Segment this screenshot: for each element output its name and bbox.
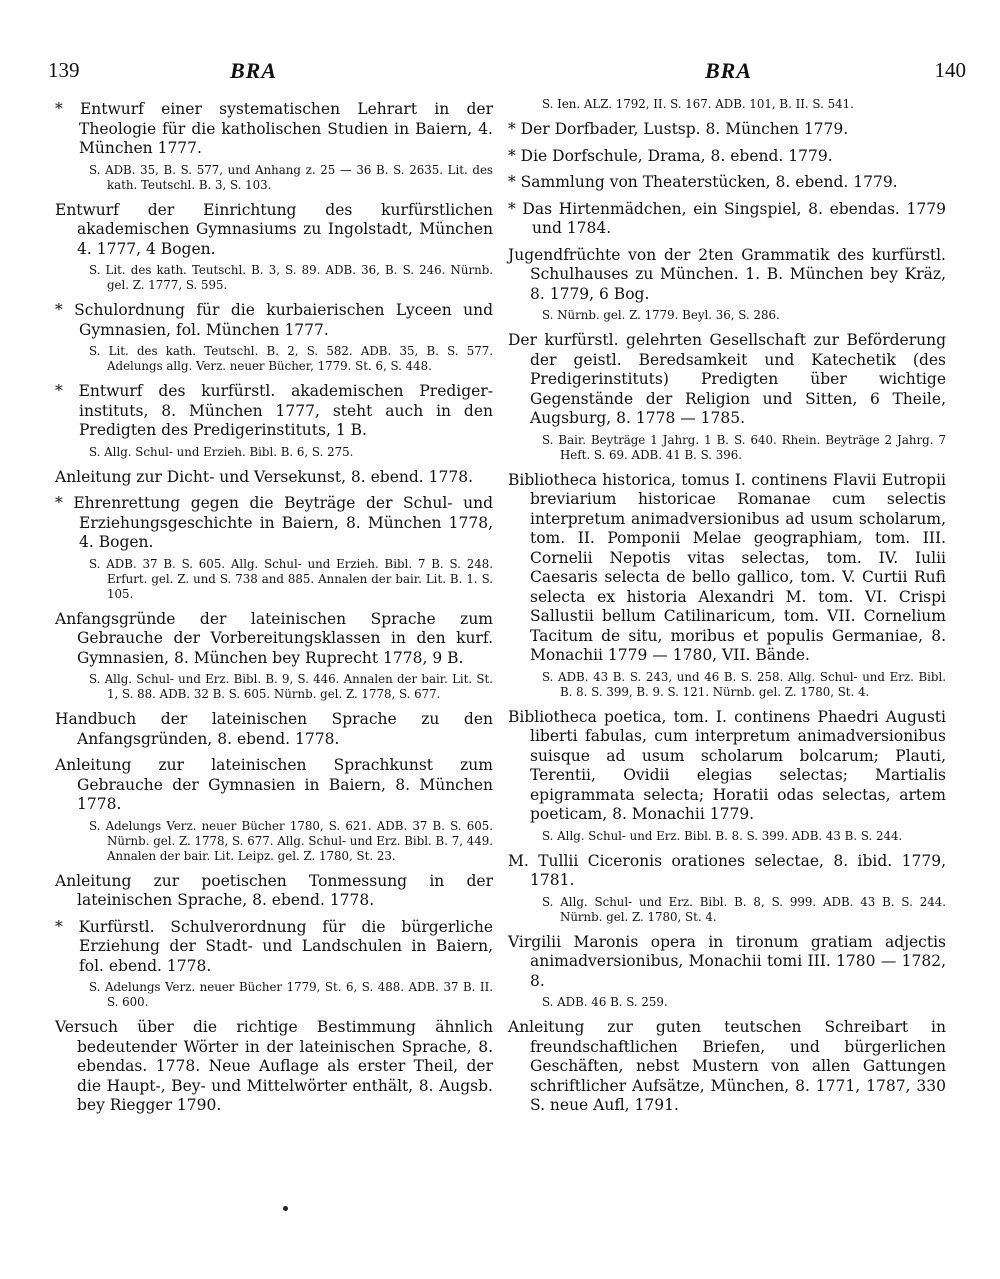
catalog-entry: Handbuch der lateinischen Sprache zu den Anfangsgründen, 8. ebend. 1778. [55,710,493,748]
running-title-left: BRA [230,58,278,83]
bibliographic-reference: S. Allg. Schul- und Erz. Bibl. B. 9, S. 446. Annalen der bair. Lit. St. 1, S. 88. ADB. 32 B. S. 605. Nürnb. gel. Z. 1778, S. 677. [89,672,493,701]
catalog-entry: Bibliotheca poetica, tom. I. continens Phaedri Augusti liberti fabulas, cum interpretum animadversionibus suisque ad usum scholarum bolcarum; Plauti, Terentii, Ovidii elegias selectas; Martialis epigrammata selecta; Horatii odas selectas, artem poeticam, 8. Monachii 1779. [508,707,946,823]
catalog-entry: Jugendfrüchte von der 2ten Grammatik des kurfürstl. Schulhauses zu München. 1. B. München bey Kräz, 8. 1779, 6 Bog. [508,245,946,303]
catalog-entry: Der kurfürstl. gelehrten Gesellschaft zur Beförderung der geistl. Beredsamkeit und Katechetik (des Predigerinstituts) Predigten über wichtige Gegenstände der Religion und Sitten, 6 Theile, Augsburg, 8. 1778 — 1785. [508,331,946,427]
bibliographic-reference: S. Lit. des kath. Teutschl. B. 2, S. 582. ADB. 35, B. S. 577. Adelungs allg. Verz. neuer Bücher, 1779. St. 6, S. 448. [89,344,493,373]
bibliographic-reference: S. Nürnb. gel. Z. 1779. Beyl. 36, S. 286. [542,308,780,322]
bibliographic-reference: S. Adelungs Verz. neuer Bücher 1780, S. 621. ADB. 37 B. S. 605. Nürnb. gel. Z. 1778, S. 677. Allg. Schul- und Erz. Bibl. B. 7, 449. Annalen der bair. Lit. Leipz. gel. Z. 1780, St. 23. [89,818,493,863]
right-column [508,97,946,1123]
catalog-entry: * Schulordnung für die kurbaierischen Lyceen und Gymnasien, fol. München 1777. [55,301,493,339]
bibliographic-reference: S. Adelungs Verz. neuer Bücher 1779, St. 6, S. 488. ADB. 37 B. II. S. 600. [89,980,493,1009]
catalog-entry: * Ehrenrettung gegen die Beyträge der Schul- und Erziehungsgeschichte in Baiern, 8. München 1778, 4. Bogen. [55,494,493,551]
page-header [40,58,970,90]
catalog-entry: * Kurfürstl. Schulverordnung für die bürgerliche Erziehung der Stadt- und Landschulen in Baiern, fol. ebend. 1778. [55,917,493,975]
catalog-entry: * Sammlung von Theaterstücken, 8. ebend. 1779. [508,173,898,191]
bibliographic-reference: S. ADB. 35, B. S. 577, und Anhang z. 25 — 36 B. S. 2635. Lit. des kath. Teutschl. B. 3, S. 103. [89,162,493,192]
catalog-entry: * Entwurf des kurfürstl. akademischen Prediger-instituts, 8. München 1777, steht auch in den Predigten des Predigerinstituts, 1 B. [55,382,493,439]
bibliographic-reference: S. ADB. 37 B. S. 605. Allg. Schul- und Erzieh. Bibl. 7 B. S. 248. Erfurt. gel. Z. und S. 738 and 885. Annalen der bair. Lit. B. 1. S. 105. [89,556,493,601]
catalog-entry: * Entwurf einer systematischen Lehrart in der Theologie für die katholischen Studien in Baiern, 4. München 1777. [55,100,493,157]
catalog-entry: Bibliotheca historica, tomus I. continens Flavii Eutropii breviarium historicae Romanae cum selectis interpretum animadversionibus ad usum scholarum, tom. II. Pomponii Melae geographiam, tom. III. Cornelii Nepotis vitas selectas, tom. IV. Iulii Caesaris selecta de bello gallico, tom. V. Curtii Rufi selecta ex historia Alexandri M. tom. VI. Crispi Sallustii bellum Catilinaricum, tom. VII. Cornelium Tacitum de situ, moribus et populis Germaniae, 8. Monachii 1779 — 1780, VII. Bände. [508,470,946,664]
catalog-entry: * Die Dorfschule, Drama, 8. ebend. 1779. [508,146,833,165]
catalog-entry: Virgilii Maronis opera in tironum gratiam adjectis animadversionibus, Monachii tomi III. 1780 — 1782, 8. [508,932,946,990]
bibliographic-reference: S. Bair. Beyträge 1 Jahrg. 1 B. S. 640. Rhein. Beyträge 2 Jahrg. 7 Heft. S. 69. ADB. 41 B. S. 396. [542,432,946,462]
catalog-entry: * Der Dorfbader, Lustsp. 8. München 1779. [508,120,849,138]
bibliographic-reference: S. Ien. ALZ. 1792, II. S. 167. ADB. 101, B. II. S. 541. [542,97,854,111]
bibliographic-reference: S. Allg. Schul- und Erz. Bibl. B. 8, S. 999. ADB. 43 B. S. 244. Nürnb. gel. Z. 1780, St. 4. [542,894,946,924]
catalog-entry: Anfangsgründe der lateinischen Sprache zum Gebrauche der Vorbereitungsklassen in den kurf. Gymnasien, 8. München bey Ruprecht 1778, 9 B. [55,609,493,667]
catalog-entry: Anleitung zur lateinischen Sprachkunst zum Gebrauche der Gymnasien in Baiern, 8. München 1778. [55,756,493,813]
bibliographic-reference: S. Lit. des kath. Teutschl. B. 3, S. 89. ADB. 36, B. S. 246. Nürnb. gel. Z. 1777, S. 595. [89,263,493,292]
catalog-entry: Anleitung zur poetischen Tonmessung in der lateinischen Sprache, 8. ebend. 1778. [55,871,493,909]
bibliographic-reference: S. Allg. Schul- und Erzieh. Bibl. B. 6, S. 275. [89,444,354,459]
page-number-left: 139 [48,58,80,82]
bibliographic-reference: S. Allg. Schul- und Erz. Bibl. B. 8. S. 399. ADB. 43 B. S. 244. [542,828,903,843]
printer-mark [283,1206,288,1211]
page-number-right: 140 [934,58,966,82]
left-column [55,100,493,1123]
bibliographic-reference: S. ADB. 46 B. S. 259. [542,995,668,1009]
catalog-entry: Anleitung zur Dicht- und Versekunst, 8. ebend. 1778. [55,467,474,486]
running-title-right: BRA [705,58,753,83]
catalog-entry: Versuch über die richtige Bestimmung ähnlich bedeutender Wörter in der lateinischen Sprache, 8. ebendas. 1778. Neue Auflage als erster Theil, der die Haupt-, Bey- und Mittelwörter enthält, 8. Augsb. bey Riegger 1790. [55,1018,493,1114]
bibliographic-reference: S. ADB. 43 B. S. 243, und 46 B. S. 258. Allg. Schul- und Erz. Bibl. B. 8. S. 399, B. 9. S. 121. Nürnb. gel. Z. 1780, St. 4. [542,669,946,699]
catalog-entry: Entwurf der Einrichtung des kurfürstlichen akademischen Gymnasiums zu Ingolstadt, München 4. 1777, 4 Bogen. [55,200,493,258]
catalog-entry: Anleitung zur guten teutschen Schreibart in freundschaftlichen Briefen, und bürgerlichen Geschäften, nebst Mustern von allen Gattungen schriftlicher Aufsätze, München, 8. 1771, 1787, 330 S. neue Aufl, 1791. [508,1018,946,1114]
catalog-entry: * Das Hirtenmädchen, ein Singspiel, 8. ebendas. 1779 und 1784. [508,199,946,237]
catalog-entry: M. Tullii Ciceronis orationes selectae, 8. ibid. 1779, 1781. [508,851,946,889]
